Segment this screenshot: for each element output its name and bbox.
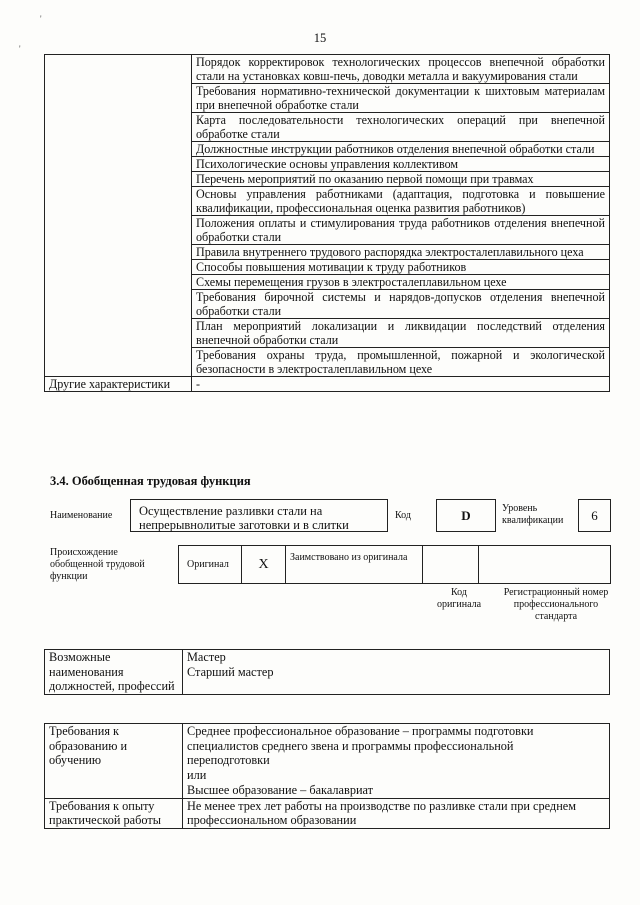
knowledge-item: Основы управления работниками (адаптация, подготовка и повышение квалификации, профессиональная оценка развития работников) bbox=[192, 187, 610, 216]
experience-label: Требования к опыту практической работы bbox=[45, 798, 183, 828]
borrowed-label: Заимствовано из оригинала bbox=[285, 545, 423, 584]
knowledge-item: Перечень мероприятий по оказанию первой помощи при травмах bbox=[192, 172, 610, 187]
original-mark: X bbox=[241, 545, 286, 584]
knowledge-item: Требования бирочной системы и нарядов-допусков отделения внепечной обработки стали bbox=[192, 290, 610, 319]
education-line: специалистов среднего звена и программы профессиональной bbox=[187, 738, 514, 753]
name-label: Наименование bbox=[50, 510, 113, 521]
experience-value: Не менее трех лет работы на производстве по разливке стали при среднем профессиональном образовании bbox=[183, 798, 610, 828]
table-row bbox=[45, 798, 610, 828]
code-label: Код bbox=[395, 510, 411, 521]
positions-table bbox=[44, 649, 610, 695]
education-line: Среднее профессиональное образование – программы подготовки bbox=[187, 724, 534, 738]
positions-values bbox=[183, 650, 610, 695]
table-row bbox=[45, 650, 610, 695]
knowledge-item: Порядок корректировок технологических процессов внепечной обработки стали на установках ковш-печь, доводки металла и вакуумирования стали bbox=[192, 55, 610, 84]
other-characteristics-value: - bbox=[192, 377, 610, 392]
qualification-level-box: 6 bbox=[578, 499, 611, 532]
function-name-box: Осуществление разливки стали на непрерывнолитые заготовки и в слитки bbox=[130, 499, 388, 532]
other-characteristics-label: Другие характеристики bbox=[45, 377, 192, 392]
table-row bbox=[45, 724, 610, 799]
education-value bbox=[183, 724, 610, 799]
function-code-box: D bbox=[436, 499, 496, 532]
knowledge-item: Схемы перемещения грузов в электросталеплавильном цехе bbox=[192, 275, 610, 290]
position-item: Мастер bbox=[187, 650, 226, 664]
section-title: 3.4. Обобщенная трудовая функция bbox=[50, 474, 251, 488]
qualification-level-label: Уровень квалификации bbox=[502, 503, 564, 526]
original-code-label: Код оригинала bbox=[436, 587, 482, 610]
knowledge-item: Положения оплаты и стимулирования труда работников отделения внепечной обработки стали bbox=[192, 216, 610, 245]
position-item: Старший мастер bbox=[187, 664, 274, 679]
positions-label: Возможные наименования должностей, профессий bbox=[45, 650, 183, 695]
knowledge-table bbox=[44, 54, 610, 392]
education-line: переподготовки bbox=[187, 753, 270, 768]
education-line: Высшее образование – бакалавриат bbox=[187, 782, 374, 797]
education-label: Требования к образованию и обучению bbox=[45, 724, 183, 799]
original-code-cell bbox=[422, 545, 479, 584]
registration-number-cell bbox=[478, 545, 611, 584]
table-row bbox=[45, 377, 610, 392]
knowledge-item: План мероприятий локализации и ликвидации последствий отделения внепечной обработки стали bbox=[192, 319, 610, 348]
knowledge-item: Правила внутреннего трудового распорядка электросталеплавильного цеха bbox=[192, 245, 610, 260]
scan-mark: ' bbox=[40, 14, 42, 24]
origin-label: Происхождение обобщенной трудовой функции bbox=[50, 547, 145, 582]
table-row bbox=[45, 55, 610, 84]
knowledge-item: Требования нормативно-технической документации к шихтовым материалам при внепечной обработке стали bbox=[192, 84, 610, 113]
original-label: Оригинал bbox=[178, 545, 242, 584]
education-line: или bbox=[187, 768, 207, 783]
registration-number-label: Регистрационный номер профессионального стандарта bbox=[503, 587, 609, 622]
knowledge-item: Психологические основы управления коллективом bbox=[192, 157, 610, 172]
empty-label-cell bbox=[45, 55, 192, 377]
knowledge-item: Карта последовательности технологических операций при внепечной обработке стали bbox=[192, 113, 610, 142]
knowledge-item: Требования охраны труда, промышленной, пожарной и экологической безопасности в электросталеплавильном цехе bbox=[192, 348, 610, 377]
scan-mark: ' bbox=[19, 44, 21, 54]
page-number: 15 bbox=[313, 31, 327, 45]
knowledge-item: Должностные инструкции работников отделения внепечной обработки стали bbox=[192, 142, 610, 157]
requirements-table bbox=[44, 723, 610, 829]
origin-row bbox=[179, 545, 611, 584]
knowledge-item: Способы повышения мотивации к труду работников bbox=[192, 260, 610, 275]
